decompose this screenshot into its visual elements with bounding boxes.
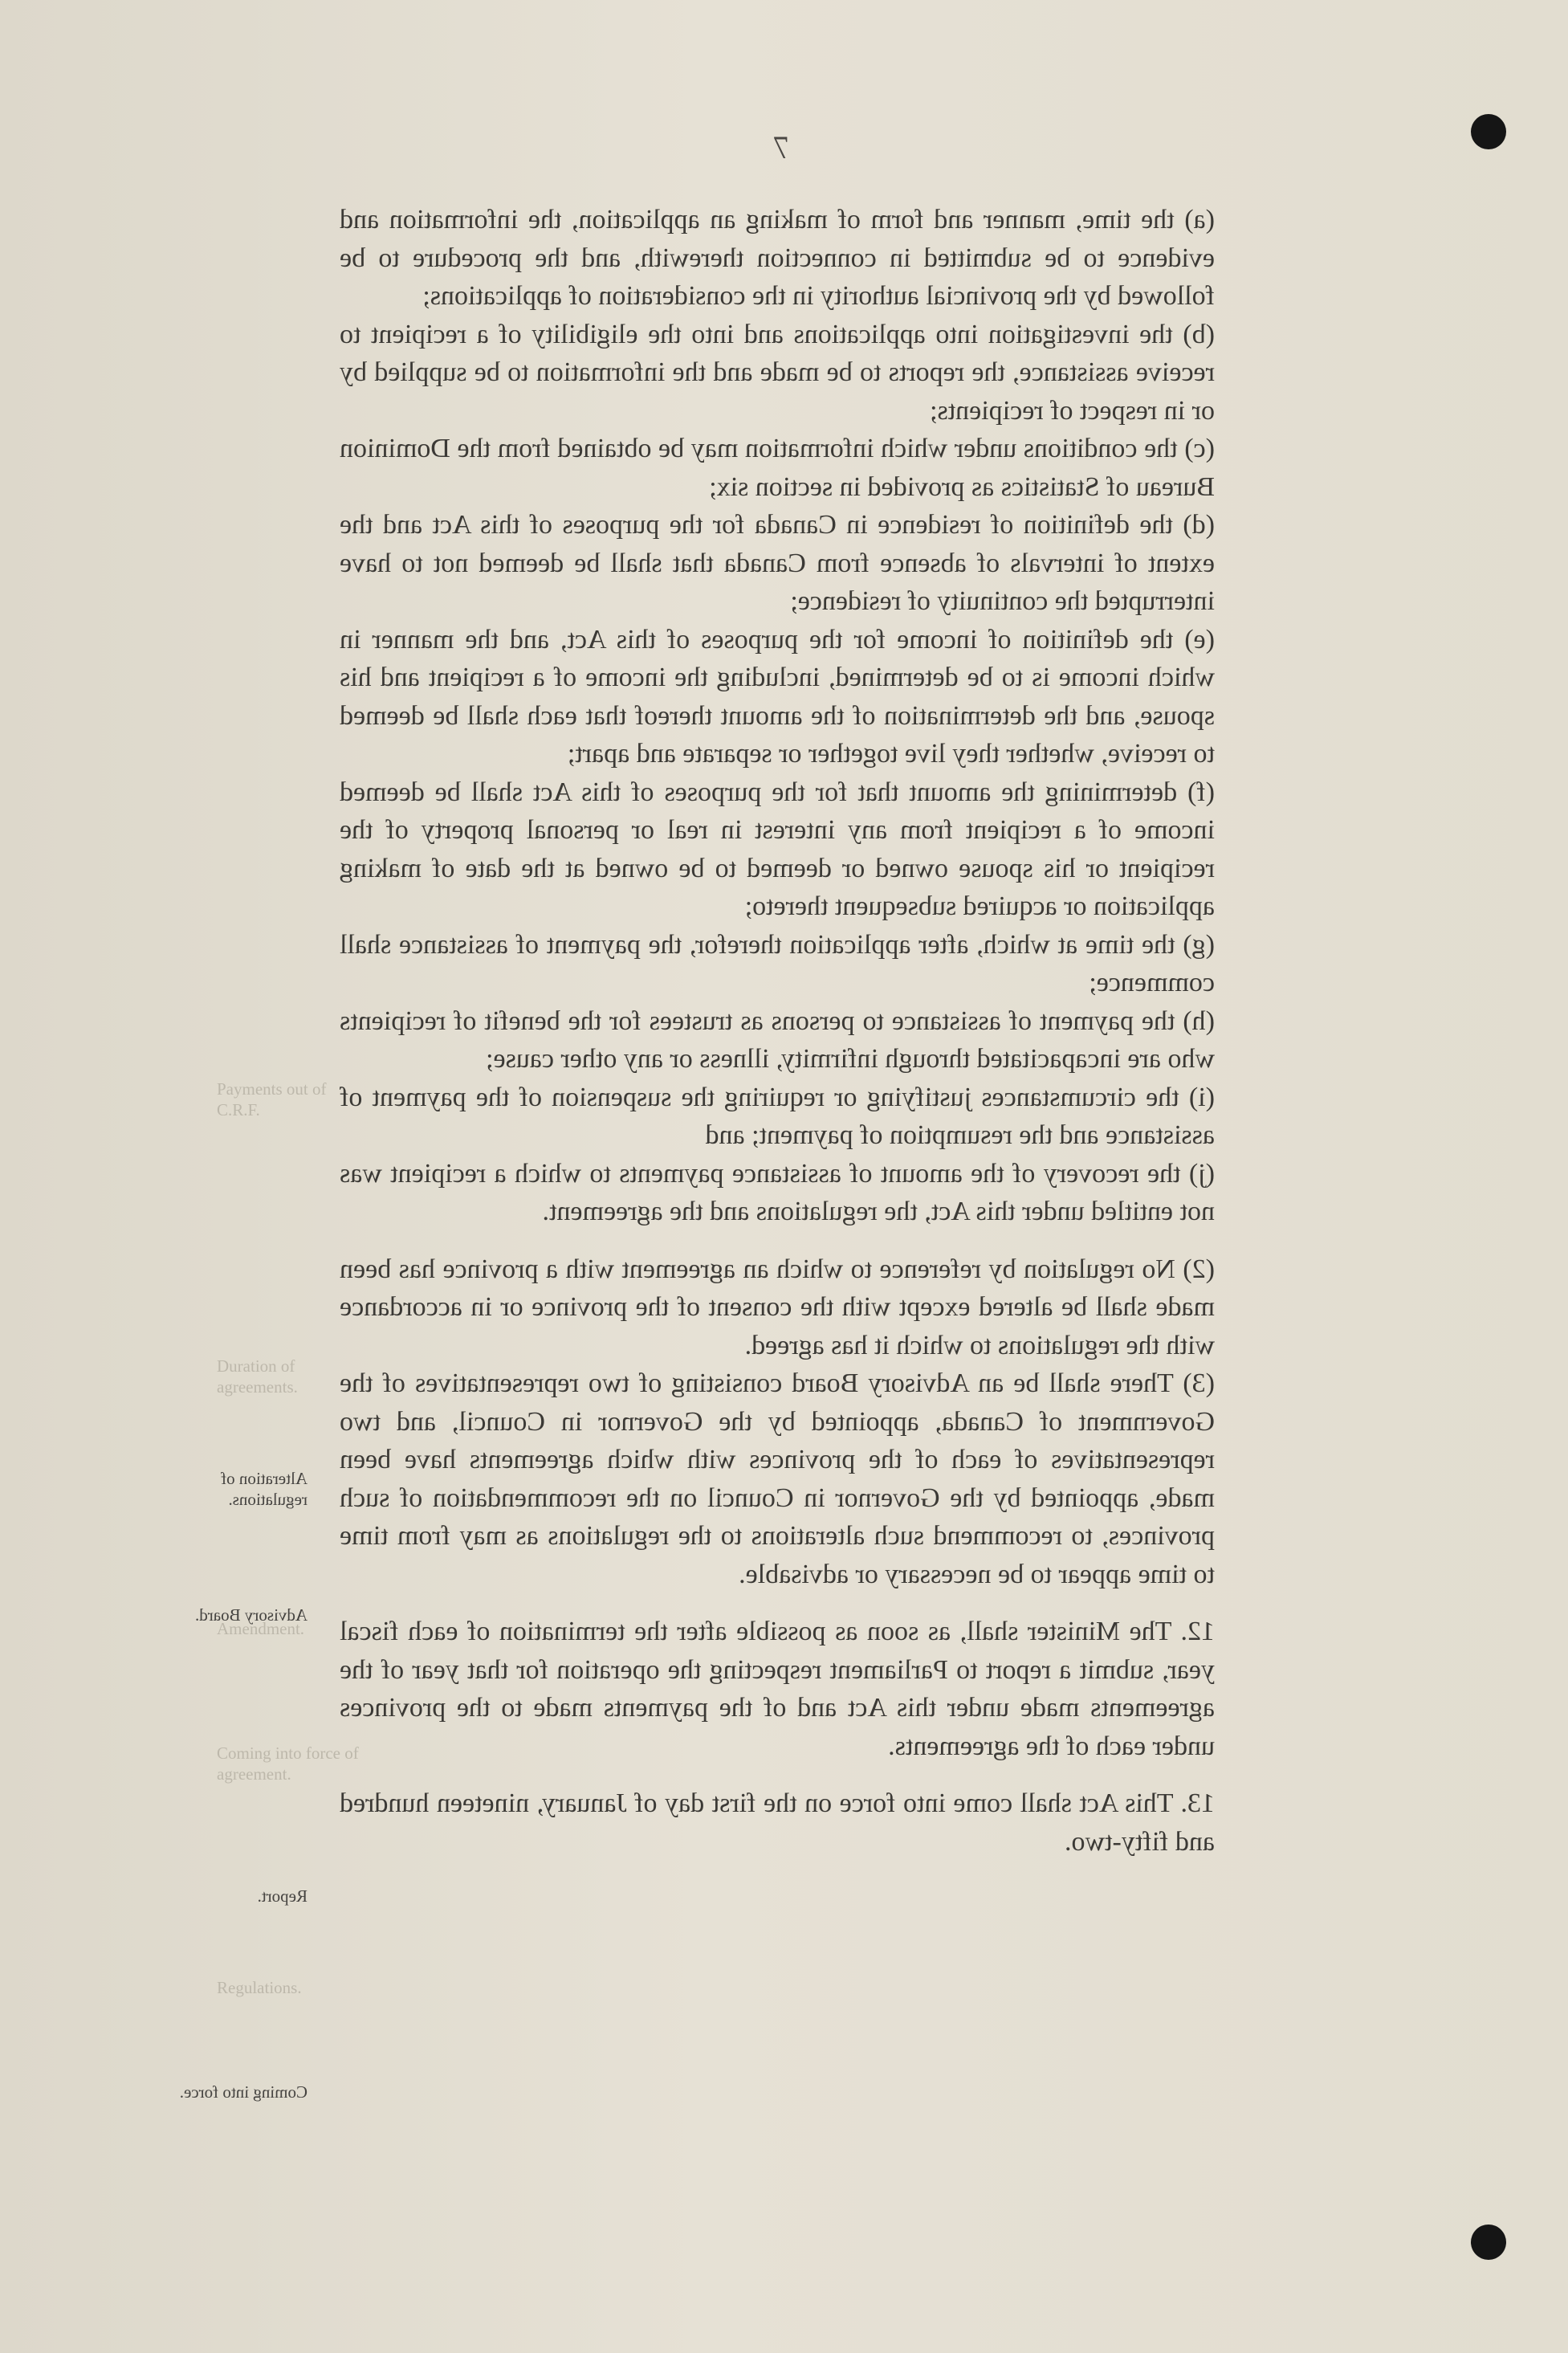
section-12: 12. The Minister shall, as soon as possible after the termination of each fiscal year, submit a report to Parliament respecting the operation for that year of the agreements made under this Act and of the payments made to the provinces under each of the agreements. bbox=[340, 1617, 1215, 1761]
clause-f: (f) determining the amount that for the purposes of this Act shall be deemed income of a recipient from any interest in real or personal property of the recipient or his spouse owned or deemed to be owned at the date of making application or acquired subsequent thereto; bbox=[340, 777, 1215, 921]
clause-e: (e) the definition of income for the purposes of this Act, and the manner in which income is to be determined, including the income of a recipient and his spouse, and the determination of the amount thereof that each shall be deemed to receive, whether they live together or separate and apart; bbox=[340, 624, 1215, 769]
clause-g: (g) the time at which, after application therefor, the payment of assistance shall commence; bbox=[340, 929, 1215, 997]
subsection-2: (2) No regulation by reference to which an agreement with a province has been made shall be altered except with the consent of the province or in accordance with the regulations to which it has agreed. bbox=[340, 1254, 1215, 1360]
clause-i: (i) the circumstances justifying or requiring the suspension of the payment of assistance and the resumption of payment; and bbox=[340, 1082, 1215, 1150]
margin-note-alteration: Alteration of regulations. bbox=[221, 1469, 307, 1509]
margin-note-coming-into-force: Coming into force. bbox=[179, 2082, 307, 2102]
subsection-3: (3) There shall be an Advisory Board consisting of two representatives of the Government of Canada, appointed by the Governor in Council, and two representatives of each of the provinces with which agreements have been made, appointed by the Governor in Council on the recommendation of such provinces, to recommend such alterations to the regulations as may from time to time appear to be necessary or advisable. bbox=[340, 1368, 1215, 1589]
clause-b: (b) the investigation into applications and into the eligibility of a recipient to receive assistance, the reports to be made and the information to be supplied by or in respect of recipients; bbox=[340, 319, 1215, 426]
clause-h: (h) the payment of assistance to persons as trustees for the benefit of recipients who are incapacitated through infirmity, illness or any other cause; bbox=[340, 1005, 1215, 1074]
bleed-note-duration: Duration of agreements. bbox=[217, 1356, 298, 1397]
bleed-note-coming-into-force-agreement: Coming into force of agreement. bbox=[217, 1743, 359, 1784]
clause-d: (d) the definition of residence in Canada for the purposes of this Act and the extent of intervals of absence from Canada that shall be deemed not to have interrupted the continuity of residence; bbox=[340, 510, 1215, 616]
bleed-note-regulations: Regulations. bbox=[217, 1978, 302, 1997]
margin-note-advisory-board: Advisory Board. bbox=[195, 1605, 307, 1625]
clause-a: (a) the time, manner and form of making an application, the information and evidence to be submitted in connection therewith, and the procedure to be followed by the provincial authority in the consideration of applications; bbox=[340, 205, 1215, 311]
margin-note-report: Report. bbox=[257, 1886, 307, 1906]
section-13: 13. This Act shall come into force on the first day of January, nineteen hundred and fifty-two. bbox=[340, 1788, 1215, 1857]
body-text bbox=[340, 201, 1215, 1861]
clause-c: (c) the conditions under which information may be obtained from the Dominion Bureau of Statistics as provided in section six; bbox=[340, 434, 1215, 502]
bleed-note-payments: Payments out of C.R.F. bbox=[217, 1079, 327, 1119]
clause-j: (j) the recovery of the amount of assistance payments to which a recipient was not entitled under this Act, the regulations and the agreement. bbox=[340, 1158, 1215, 1226]
bleed-note-amendment: Amendment. bbox=[217, 1619, 305, 1638]
page-number: 7 bbox=[773, 129, 789, 165]
